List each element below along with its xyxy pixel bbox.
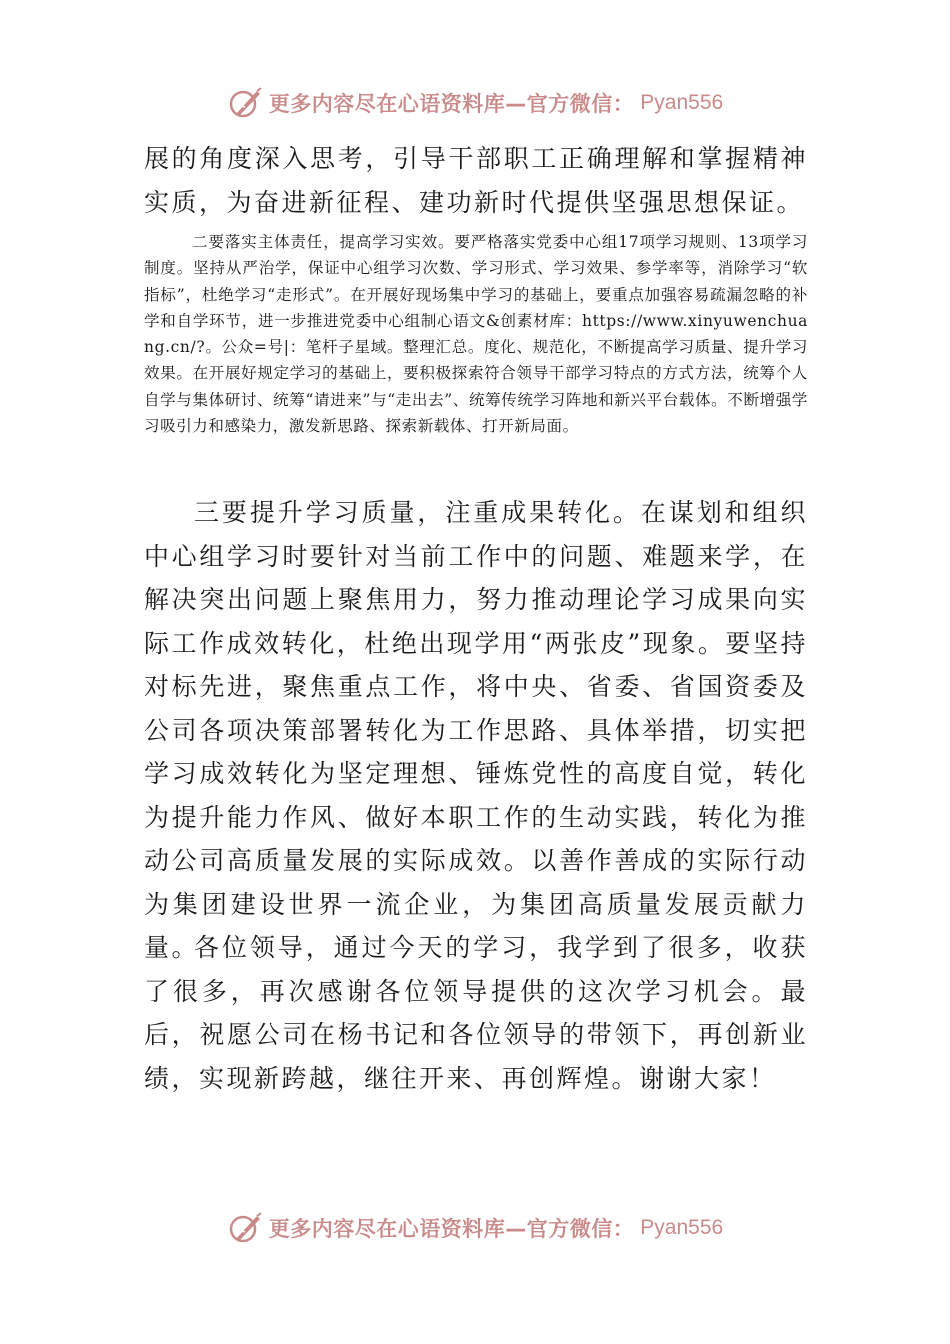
footer-wechat-id: Pyan556: [640, 1216, 724, 1239]
quill-pen-logo-icon: [227, 1210, 263, 1246]
paragraph-text: 各位领导，通过今天的学习，我学到了很多，收获了很多，再次感谢各位领导提供的这次学习机会。最后，祝愿公司在杨书记和各位领导的带领下，再创新业绩，实现新跨越，继往开来、再创辉煌。谢谢大家！: [144, 933, 808, 1093]
header-brand-text: 更多内容尽在心语资料库—官方微信：: [268, 92, 635, 116]
paragraph-text: 三要提升学习质量，注重成果转化。在谋划和组织中心组学习时要针对当前工作中的问题、难题来学，在解决突出问题上聚焦用力，努力推动理论学习成果向实际工作成效转化，杜绝出现学用“两张皮”现象。要坚持对标先进，聚焦重点工作，将中央、省委、省国资委及公司各项决策部署转化为工作思路、具体举措，切实把学习成效转化为坚定理想、锤炼党性的高度自觉，转化为提升能力作风、做好本职工作的生动实践，转化为推动公司高质量发展的实际成效。以善作善成的实际行动为集团建设世界一流企业，为集团高质量发展贡献力量。: [144, 498, 808, 962]
header-wechat-id: Pyan556: [640, 91, 724, 114]
paragraph-4: [144, 926, 808, 1100]
paragraph-text: 二要落实主体责任，提高学习实效。要严格落实党委中心组17项学习规则、13项学习制度。坚持从严治学，保证中心组学习次数、学习形式、学习效果、参学率等，消除学习“软指标”，杜绝学习“走形式”。在开展好现场集中学习的基础上，要重点加强容易疏漏忽略的补学和自学环节，进一步推进党委中心组制心语文&创素材库：https://www.xinyuwenchuang.cn/?。公众=号|：笔杆子星域。整理汇总。度化、规范化，不断提高学习质量、提升学习效果。在开展好规定学习的基础上，要积极探索符合领导干部学习特点的方式方法，统筹个人自学与集体研讨、统筹“请进来”与“走出去”、统筹传统学习阵地和新兴平台载体。不断增强学习吸引力和感染力，激发新思路、探索新载体、打开新局面。: [144, 233, 808, 436]
paragraph-3: [144, 491, 808, 970]
header-watermark-banner: [0, 83, 950, 123]
paragraph-text: 展的角度深入思考，引导干部职工正确理解和掌握精神实质，为奋进新征程、建功新时代提供坚强思想保证。: [144, 144, 808, 217]
footer-brand-text: 更多内容尽在心语资料库—官方微信：: [268, 1217, 635, 1241]
quill-pen-logo-icon: [227, 85, 263, 121]
footer-watermark-banner: [0, 1208, 950, 1248]
paragraph-1: [144, 137, 808, 224]
paragraph-2: [144, 229, 808, 439]
